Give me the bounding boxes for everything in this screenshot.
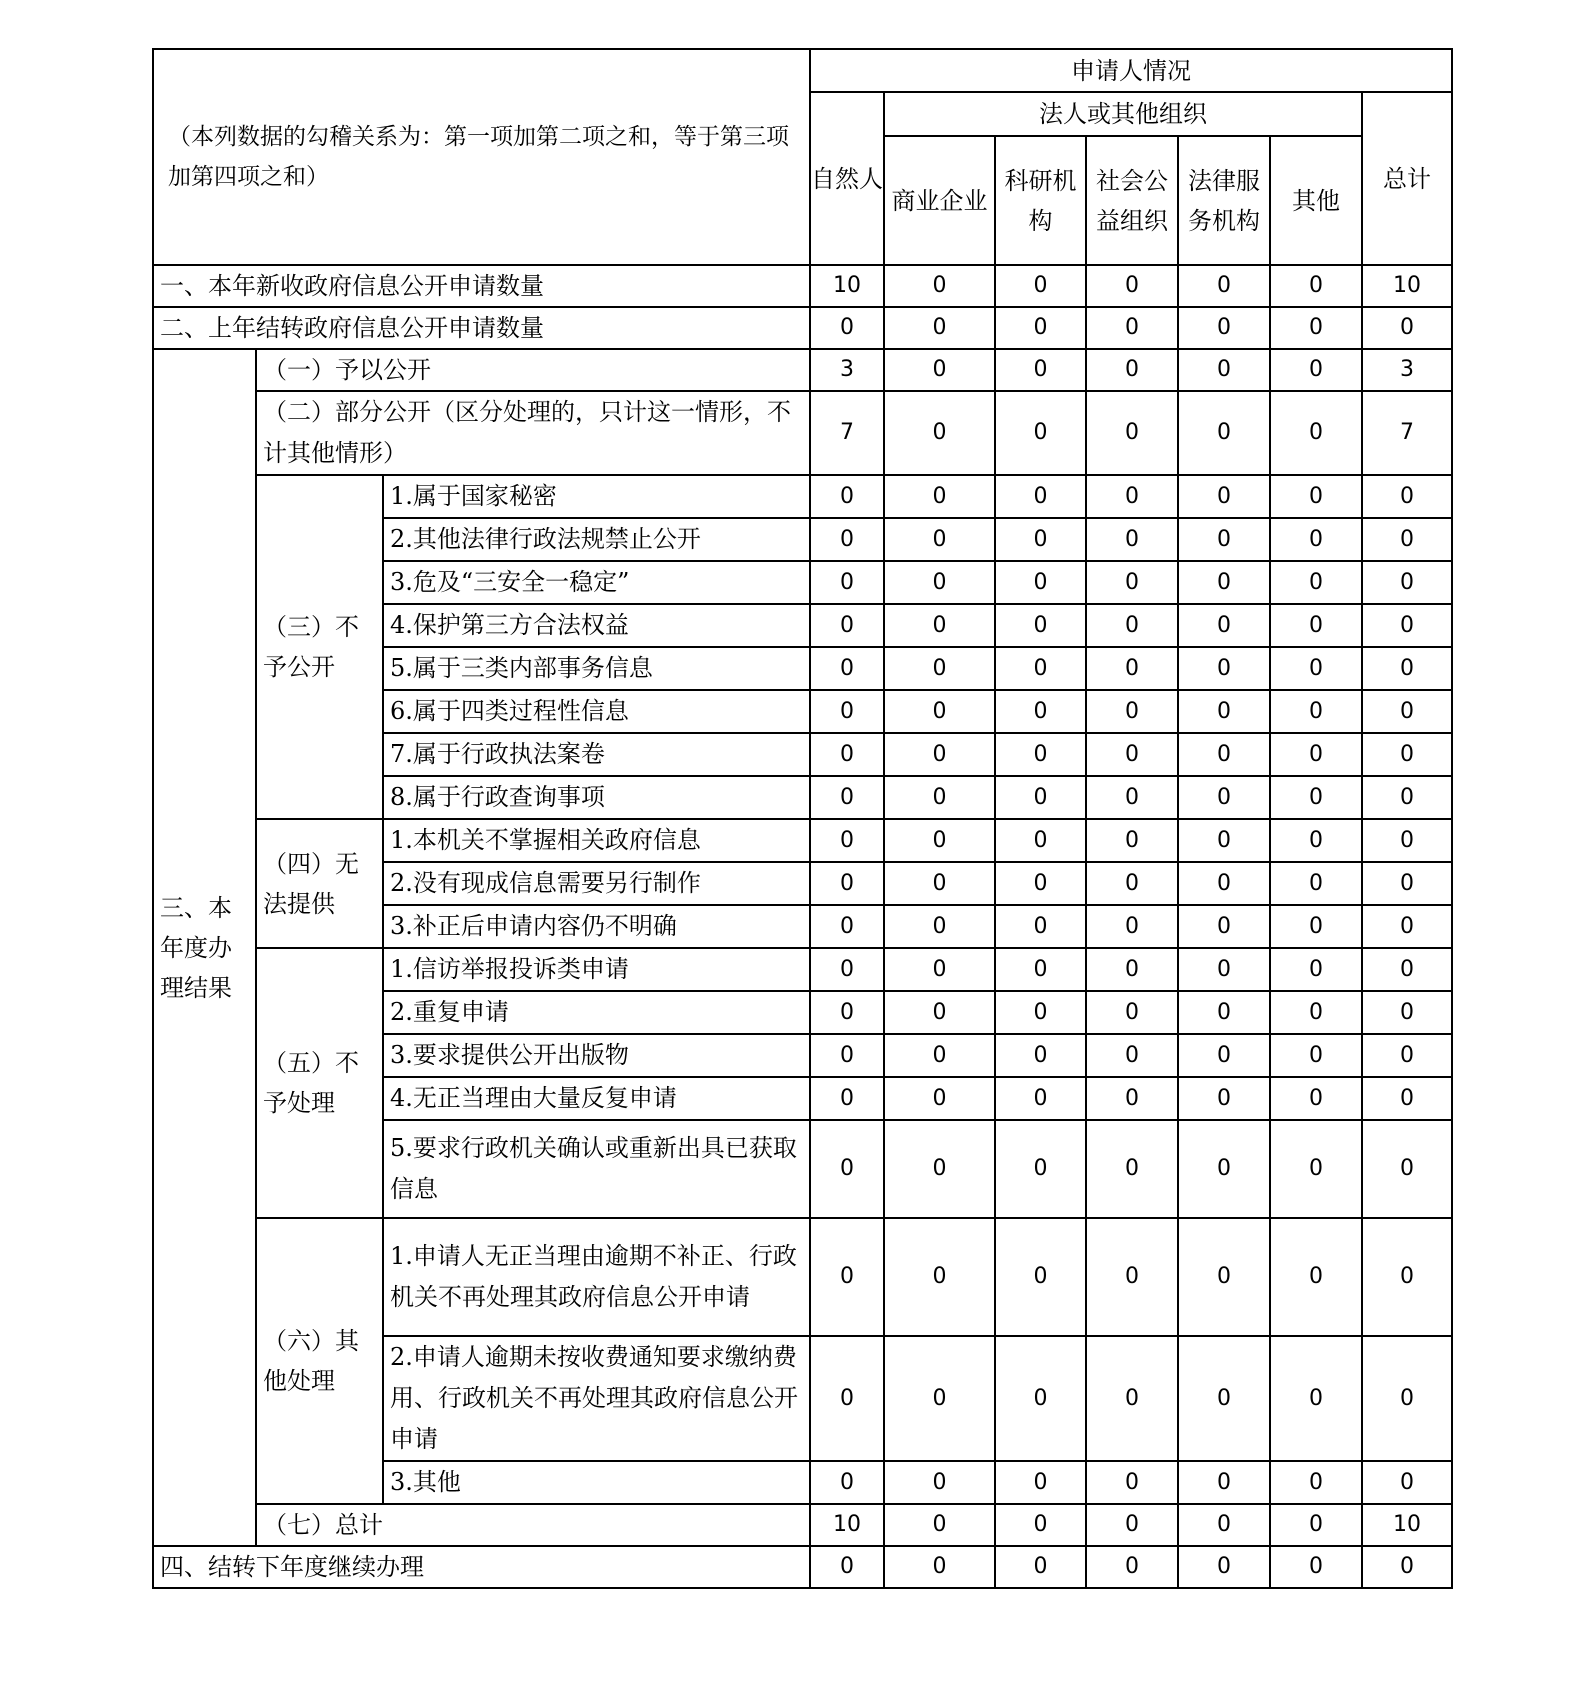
value-cell: 0 <box>884 1077 995 1120</box>
value-cell: 0 <box>1086 604 1178 647</box>
value-cell: 0 <box>1178 948 1270 991</box>
value-cell: 10 <box>810 265 884 307</box>
item-label: 3.危及“三安全一稳定” <box>383 561 810 604</box>
value-cell: 0 <box>995 1077 1086 1120</box>
value-cell: 0 <box>1086 307 1178 349</box>
value-cell: 0 <box>1362 1077 1452 1120</box>
table-row <box>153 307 1452 349</box>
value-cell: 0 <box>1086 1034 1178 1077</box>
value-cell: 0 <box>884 862 995 905</box>
item-label: 1.本机关不掌握相关政府信息 <box>383 819 810 862</box>
value-cell: 0 <box>884 1336 995 1461</box>
value-cell: 0 <box>995 349 1086 391</box>
value-cell: 0 <box>884 1120 995 1218</box>
report-table-container <box>152 48 1453 1589</box>
item-label: 6.属于四类过程性信息 <box>383 690 810 733</box>
value-cell: 0 <box>884 690 995 733</box>
value-cell: 0 <box>1362 518 1452 561</box>
value-cell: 0 <box>995 776 1086 819</box>
value-cell: 0 <box>1178 518 1270 561</box>
table-row <box>153 1504 1452 1546</box>
value-cell: 0 <box>884 604 995 647</box>
value-cell: 0 <box>995 561 1086 604</box>
value-cell: 0 <box>1270 991 1362 1034</box>
value-cell: 0 <box>1086 690 1178 733</box>
value-cell: 0 <box>1270 905 1362 948</box>
value-cell: 0 <box>1086 265 1178 307</box>
value-cell: 0 <box>1270 1461 1362 1504</box>
value-cell: 0 <box>1362 647 1452 690</box>
col-header-research: 科研机构 <box>995 136 1086 265</box>
value-cell: 0 <box>1086 776 1178 819</box>
value-cell: 0 <box>995 991 1086 1034</box>
item-label: 7.属于行政执法案卷 <box>383 733 810 776</box>
row-label: （二）部分公开（区分处理的，只计这一情形，不计其他情形） <box>256 391 810 475</box>
value-cell: 0 <box>1178 690 1270 733</box>
value-cell: 0 <box>1086 991 1178 1034</box>
value-cell: 0 <box>995 1461 1086 1504</box>
value-cell: 0 <box>1362 991 1452 1034</box>
value-cell: 0 <box>1086 1218 1178 1336</box>
value-cell: 0 <box>884 733 995 776</box>
table-row <box>153 349 1452 391</box>
value-cell: 0 <box>1178 1504 1270 1546</box>
value-cell: 0 <box>1270 349 1362 391</box>
value-cell: 0 <box>995 391 1086 475</box>
table-row <box>153 1218 1452 1336</box>
value-cell: 0 <box>1178 1218 1270 1336</box>
value-cell: 10 <box>810 1504 884 1546</box>
value-cell: 0 <box>1178 307 1270 349</box>
item-label: 3.其他 <box>383 1461 810 1504</box>
value-cell: 0 <box>1362 1120 1452 1218</box>
value-cell: 0 <box>1270 307 1362 349</box>
value-cell: 0 <box>810 819 884 862</box>
col-header-public-welfare: 社会公益组织 <box>1086 136 1178 265</box>
table-row <box>153 391 1452 475</box>
value-cell: 0 <box>995 1034 1086 1077</box>
value-cell: 0 <box>1270 647 1362 690</box>
value-cell: 0 <box>1178 1546 1270 1588</box>
section-3-label: 三、本年度办理结果 <box>153 349 256 1546</box>
value-cell: 7 <box>810 391 884 475</box>
value-cell: 0 <box>810 690 884 733</box>
value-cell: 0 <box>1270 1034 1362 1077</box>
value-cell: 0 <box>1362 819 1452 862</box>
value-cell: 0 <box>884 518 995 561</box>
value-cell: 3 <box>1362 349 1452 391</box>
value-cell: 0 <box>884 475 995 518</box>
value-cell: 0 <box>810 948 884 991</box>
value-cell: 0 <box>1362 1546 1452 1588</box>
value-cell: 0 <box>810 307 884 349</box>
value-cell: 0 <box>1178 1336 1270 1461</box>
value-cell: 0 <box>1086 647 1178 690</box>
value-cell: 0 <box>1270 690 1362 733</box>
value-cell: 0 <box>884 1461 995 1504</box>
value-cell: 0 <box>1270 265 1362 307</box>
value-cell: 0 <box>995 475 1086 518</box>
value-cell: 10 <box>1362 1504 1452 1546</box>
gov-info-disclosure-table <box>152 48 1453 1589</box>
value-cell: 0 <box>884 265 995 307</box>
value-cell: 0 <box>1178 647 1270 690</box>
value-cell: 0 <box>1178 475 1270 518</box>
value-cell: 0 <box>884 1034 995 1077</box>
value-cell: 0 <box>810 1461 884 1504</box>
value-cell: 0 <box>1086 862 1178 905</box>
table-row <box>153 948 1452 991</box>
value-cell: 0 <box>1086 561 1178 604</box>
value-cell: 0 <box>1362 862 1452 905</box>
value-cell: 0 <box>995 518 1086 561</box>
value-cell: 0 <box>810 604 884 647</box>
value-cell: 0 <box>810 475 884 518</box>
row-label: （七）总计 <box>256 1504 810 1546</box>
value-cell: 0 <box>1362 1034 1452 1077</box>
value-cell: 0 <box>1086 475 1178 518</box>
value-cell: 0 <box>1362 561 1452 604</box>
value-cell: 0 <box>995 265 1086 307</box>
col-header-commercial: 商业企业 <box>884 136 995 265</box>
item-label: 1.信访举报投诉类申请 <box>383 948 810 991</box>
value-cell: 3 <box>810 349 884 391</box>
value-cell: 0 <box>810 862 884 905</box>
value-cell: 0 <box>810 1336 884 1461</box>
value-cell: 0 <box>995 307 1086 349</box>
value-cell: 0 <box>884 307 995 349</box>
value-cell: 0 <box>1178 1120 1270 1218</box>
value-cell: 0 <box>1086 1504 1178 1546</box>
row-label: 四、结转下年度继续办理 <box>153 1546 810 1588</box>
value-cell: 0 <box>1178 862 1270 905</box>
value-cell: 0 <box>1270 561 1362 604</box>
value-cell: 0 <box>995 1336 1086 1461</box>
table-row <box>153 1546 1452 1588</box>
value-cell: 0 <box>1178 1034 1270 1077</box>
value-cell: 0 <box>884 776 995 819</box>
value-cell: 0 <box>810 733 884 776</box>
value-cell: 0 <box>1270 776 1362 819</box>
value-cell: 0 <box>810 991 884 1034</box>
value-cell: 10 <box>1362 265 1452 307</box>
value-cell: 0 <box>1270 948 1362 991</box>
value-cell: 0 <box>884 1546 995 1588</box>
item-label: 1.属于国家秘密 <box>383 475 810 518</box>
value-cell: 0 <box>1178 1461 1270 1504</box>
value-cell: 0 <box>1178 1077 1270 1120</box>
value-cell: 0 <box>1270 862 1362 905</box>
value-cell: 0 <box>1362 905 1452 948</box>
item-label: 3.补正后申请内容仍不明确 <box>383 905 810 948</box>
value-cell: 0 <box>1270 604 1362 647</box>
group-label: （六）其他处理 <box>256 1218 383 1504</box>
value-cell: 0 <box>1086 1077 1178 1120</box>
value-cell: 0 <box>1270 1077 1362 1120</box>
table-row <box>153 265 1452 307</box>
value-cell: 0 <box>1086 905 1178 948</box>
item-label: 4.保护第三方合法权益 <box>383 604 810 647</box>
value-cell: 0 <box>810 905 884 948</box>
value-cell: 0 <box>810 1120 884 1218</box>
value-cell: 0 <box>1086 733 1178 776</box>
value-cell: 7 <box>1362 391 1452 475</box>
value-cell: 0 <box>1270 518 1362 561</box>
value-cell: 0 <box>1178 819 1270 862</box>
item-label: 2.没有现成信息需要另行制作 <box>383 862 810 905</box>
value-cell: 0 <box>995 1218 1086 1336</box>
row-label: （一）予以公开 <box>256 349 810 391</box>
value-cell: 0 <box>1178 733 1270 776</box>
value-cell: 0 <box>1362 475 1452 518</box>
value-cell: 0 <box>1178 391 1270 475</box>
item-label: 8.属于行政查询事项 <box>383 776 810 819</box>
item-label: 3.要求提供公开出版物 <box>383 1034 810 1077</box>
item-label: 2.申请人逾期未按收费通知要求缴纳费用、行政机关不再处理其政府信息公开申请 <box>383 1336 810 1461</box>
value-cell: 0 <box>1270 391 1362 475</box>
value-cell: 0 <box>1178 905 1270 948</box>
value-cell: 0 <box>810 776 884 819</box>
applicant-situation-header: 申请人情况 <box>810 49 1452 92</box>
table-row <box>153 475 1452 518</box>
value-cell: 0 <box>1086 1120 1178 1218</box>
value-cell: 0 <box>884 561 995 604</box>
value-cell: 0 <box>1086 518 1178 561</box>
col-header-other: 其他 <box>1270 136 1362 265</box>
value-cell: 0 <box>995 1120 1086 1218</box>
value-cell: 0 <box>1362 948 1452 991</box>
item-label: 5.属于三类内部事务信息 <box>383 647 810 690</box>
value-cell: 0 <box>995 905 1086 948</box>
value-cell: 0 <box>884 391 995 475</box>
value-cell: 0 <box>1362 690 1452 733</box>
value-cell: 0 <box>1178 561 1270 604</box>
value-cell: 0 <box>810 1546 884 1588</box>
value-cell: 0 <box>995 647 1086 690</box>
col-header-natural-person: 自然人 <box>810 92 884 265</box>
item-label: 2.其他法律行政法规禁止公开 <box>383 518 810 561</box>
value-cell: 0 <box>1178 349 1270 391</box>
value-cell: 0 <box>884 647 995 690</box>
value-cell: 0 <box>1086 819 1178 862</box>
value-cell: 0 <box>1178 776 1270 819</box>
row-label: 一、本年新收政府信息公开申请数量 <box>153 265 810 307</box>
value-cell: 0 <box>1270 1218 1362 1336</box>
value-cell: 0 <box>884 948 995 991</box>
value-cell: 0 <box>810 647 884 690</box>
item-label: 4.无正当理由大量反复申请 <box>383 1077 810 1120</box>
value-cell: 0 <box>884 819 995 862</box>
value-cell: 0 <box>884 349 995 391</box>
value-cell: 0 <box>1270 475 1362 518</box>
value-cell: 0 <box>1362 1461 1452 1504</box>
value-cell: 0 <box>995 604 1086 647</box>
value-cell: 0 <box>1086 948 1178 991</box>
value-cell: 0 <box>995 1504 1086 1546</box>
col-header-total: 总计 <box>1362 92 1452 265</box>
value-cell: 0 <box>1270 733 1362 776</box>
value-cell: 0 <box>995 819 1086 862</box>
value-cell: 0 <box>1178 265 1270 307</box>
value-cell: 0 <box>884 1504 995 1546</box>
value-cell: 0 <box>995 862 1086 905</box>
value-cell: 0 <box>1362 776 1452 819</box>
value-cell: 0 <box>995 690 1086 733</box>
value-cell: 0 <box>1362 733 1452 776</box>
row-label: 二、上年结转政府信息公开申请数量 <box>153 307 810 349</box>
value-cell: 0 <box>810 1218 884 1336</box>
value-cell: 0 <box>1270 819 1362 862</box>
group-label: （五）不予处理 <box>256 948 383 1218</box>
group-label: （四）无法提供 <box>256 819 383 948</box>
item-label: 5.要求行政机关确认或重新出具已获取信息 <box>383 1120 810 1218</box>
item-label: 1.申请人无正当理由逾期不补正、行政机关不再处理其政府信息公开申请 <box>383 1218 810 1336</box>
value-cell: 0 <box>1086 1461 1178 1504</box>
value-cell: 0 <box>810 1077 884 1120</box>
group-label: （三）不予公开 <box>256 475 383 819</box>
value-cell: 0 <box>1362 1218 1452 1336</box>
value-cell: 0 <box>1086 391 1178 475</box>
value-cell: 0 <box>995 948 1086 991</box>
table-row <box>153 819 1452 862</box>
value-cell: 0 <box>884 991 995 1034</box>
value-cell: 0 <box>1362 604 1452 647</box>
col-header-legal-service: 法律服务机构 <box>1178 136 1270 265</box>
value-cell: 0 <box>1270 1120 1362 1218</box>
value-cell: 0 <box>1178 604 1270 647</box>
value-cell: 0 <box>1178 991 1270 1034</box>
value-cell: 0 <box>810 561 884 604</box>
value-cell: 0 <box>1086 1336 1178 1461</box>
value-cell: 0 <box>1362 1336 1452 1461</box>
value-cell: 0 <box>884 905 995 948</box>
value-cell: 0 <box>1086 1546 1178 1588</box>
value-cell: 0 <box>995 1546 1086 1588</box>
value-cell: 0 <box>884 1218 995 1336</box>
value-cell: 0 <box>1270 1504 1362 1546</box>
value-cell: 0 <box>810 1034 884 1077</box>
legal-person-group-header: 法人或其他组织 <box>884 92 1362 136</box>
value-cell: 0 <box>810 518 884 561</box>
value-cell: 0 <box>1270 1546 1362 1588</box>
item-label: 2.重复申请 <box>383 991 810 1034</box>
value-cell: 0 <box>1086 349 1178 391</box>
header-note: （本列数据的勾稽关系为：第一项加第二项之和，等于第三项加第四项之和） <box>153 49 810 265</box>
value-cell: 0 <box>1270 1336 1362 1461</box>
value-cell: 0 <box>995 733 1086 776</box>
value-cell: 0 <box>1362 307 1452 349</box>
